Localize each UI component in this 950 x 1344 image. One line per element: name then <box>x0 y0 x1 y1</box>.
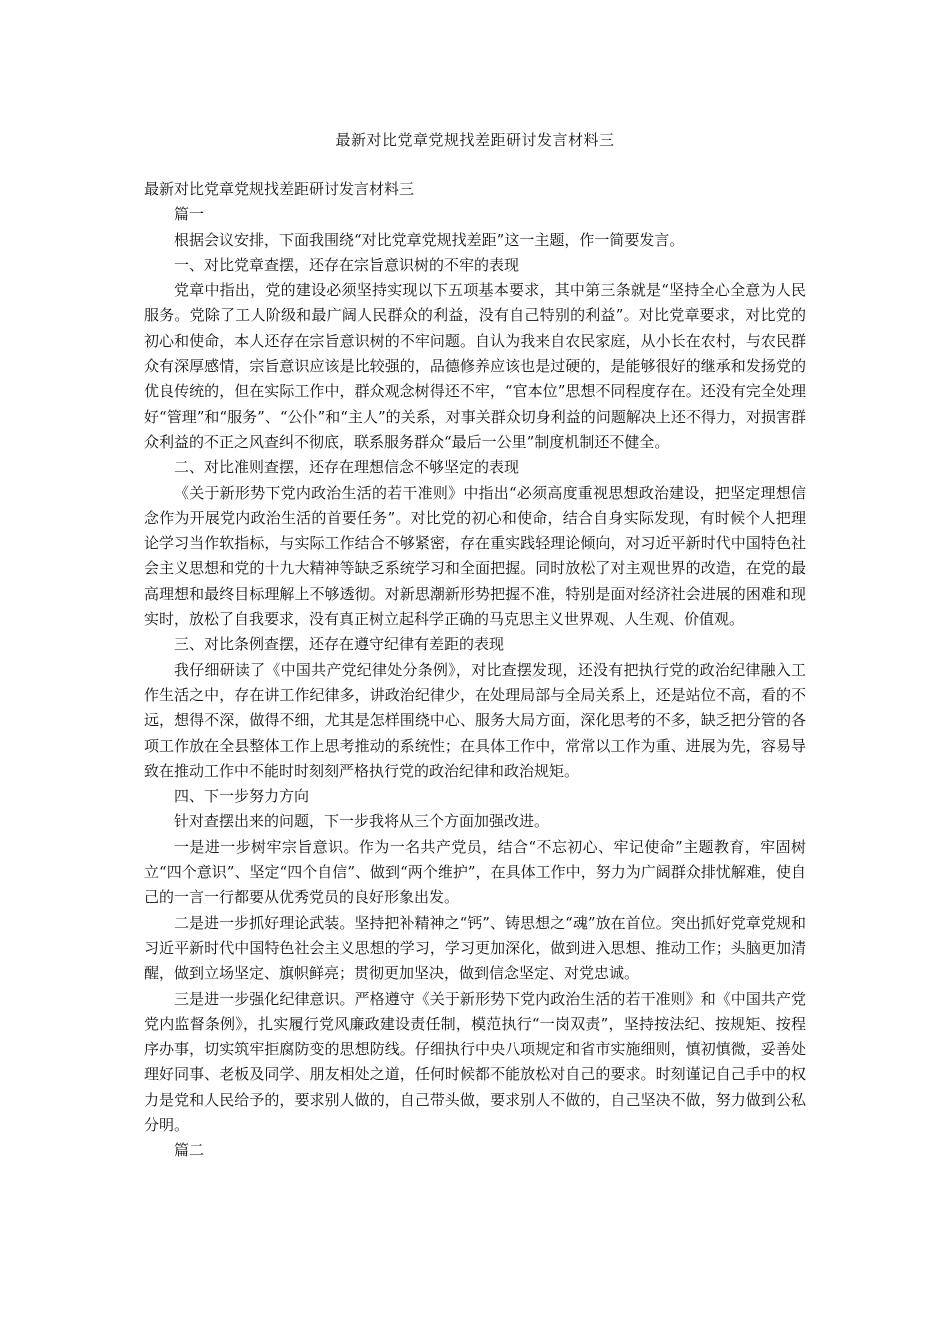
document-title: 最新对比党章党规找差距研讨发言材料三 <box>335 131 615 149</box>
section-heading: 一、对比党章查摆，还存在宗旨意识树的不牢的表现 <box>174 255 520 274</box>
paragraph: 党章中指出，党的建设必须坚持实现以下五项基本要求，其中第三条就是“坚持全心全意为人民服务。党除了工人阶级和最广阔人民群众的利益，没有自己特别的利益”。对比党章要求，对比党的初心和使命，本人还存在宗旨意识树的不牢问题。自认为我来自农民家庭，从小长在农村，与农民群众有深厚感情，宗旨意识应该是比较强的，品德修养应该也是过硬的，是能够很好的继承和发扬党的优良传统的，但在实际工作中，群众观念树得还不牢，“官本位”思想不同程度存在。还没有完全处理好“管理”和“服务”、“公仆”和“主人”的关系，对事关群众切身利益的问题解决上还不得力，对损害群众利益的不正之风查纠不彻底，联系服务群众“最后一公里”制度机制还不健全。 <box>144 281 806 451</box>
section-heading: 三、对比条例查摆，还存在遵守纪律有差距的表现 <box>174 635 505 654</box>
body-heading: 最新对比党章党规找差距研讨发言材料三 <box>144 180 415 198</box>
paragraph: 针对查摆出来的问题，下一步我将从三个方面加强改进。 <box>174 812 550 831</box>
paragraph: 我仔细研读了《中国共产党纪律处分条例》，对比查摆发现，还没有把执行党的政治纪律融入工作生活之中，存在讲工作纪律多，讲政治纪律少，在处理局部与全局关系上，还是站位不高，看的不远，想得不深，做得不细，尤其是怎样围绕中心、服务大局方面，深化思考的不多，缺乏把分管的各项工作放在全县整体工作上思考推动的系统性；在具体工作中，常常以工作为重、进展为先，容易导致在推动工作中不能时时刻刻严格执行党的政治纪律和政治规矩。 <box>144 660 806 780</box>
section-heading: 二、对比准则查摆，还存在理想信念不够坚定的表现 <box>174 458 520 477</box>
section-heading: 四、下一步努力方向 <box>174 787 310 806</box>
paragraph: 二是进一步抓好理论武装。坚持把补精神之“钙”、铸思想之“魂”放在首位。突出抓好党章党规和习近平新时代中国特色社会主义思想的学习，学习更加深化，做到进入思想、推动工作；头脑更加清醒，做到立场坚定、旗帜鲜亮；贯彻更加坚决，做到信念坚定、对党忠诚。 <box>144 913 806 983</box>
part-label: 篇一 <box>174 205 205 224</box>
part-label: 篇二 <box>174 1141 205 1160</box>
paragraph: 三是进一步强化纪律意识。严格遵守《关于新形势下党内政治生活的若干准则》和《中国共产党党内监督条例》，扎实履行党风廉政建设责任制，模范执行“一岗双责”，坚持按法纪、按规矩、按程序办事，切实筑牢拒腐防变的思想防线。仔细执行中央八项规定和省市实施细则，慎初慎微，妥善处理好同事、老板及同学、朋友相处之道，任何时候都不能放松对自己的要求。时刻谨记自己手中的权力是党和人民给予的，要求别人做的，自己带头做，要求别人不做的，自己坚决不做，努力做到公私分明。 <box>144 989 806 1134</box>
paragraph: 《关于新形势下党内政治生活的若干准则》中指出“必须高度重视思想政治建设，把坚定理想信念作为开展党内政治生活的首要任务”。对比党的初心和使命，结合自身实际发现，有时候个人把理论学习当作软指标，与实际工作结合不够紧密，存在重实践轻理论倾向，对习近平新时代中国特色社会主义思想和党的十九大精神等缺乏系统学习和全面把握。同时放松了对主观世界的改造，在党的最高理想和最终目标理解上不够透彻。对新思潮新形势把握不准，特别是面对经济社会进展的困难和现实时，放松了自我要求，没有真正树立起科学正确的马克思主义世界观、人生观、价值观。 <box>144 483 806 629</box>
paragraph: 根据会议安排，下面我围绕“对比党章党规找差距”这一主题，作一简要发言。 <box>174 230 685 249</box>
paragraph: 一是进一步树牢宗旨意识。作为一名共产党员，结合“不忘初心、牢记使命”主题教育，牢固树立“四个意识”、坚定“四个自信”、做到“两个维护”，在具体工作中，努力为广阔群众排忧解难，使自己的一言一行都要从优秀党员的良好形象出发。 <box>144 837 806 907</box>
document-body <box>144 177 806 1164</box>
